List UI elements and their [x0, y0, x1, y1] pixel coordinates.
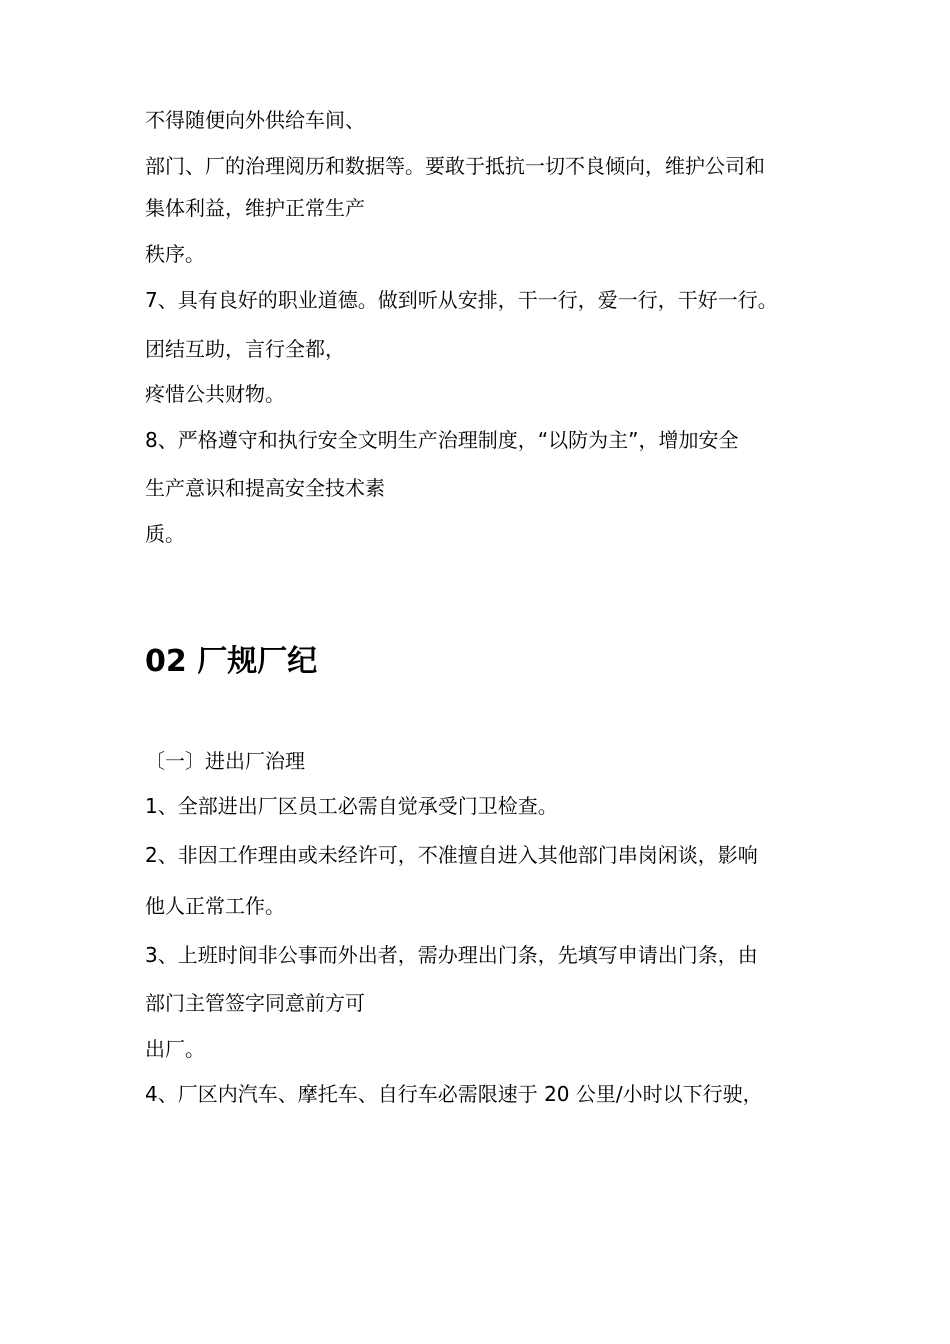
paragraph-line: 出厂。 [145, 1037, 205, 1061]
paragraph-line: 质。 [145, 522, 185, 546]
paragraph-line: 他人正常工作。 [145, 894, 285, 918]
paragraph-line: 团结互助，言行全都， [145, 337, 345, 361]
section-heading: 02 厂规厂纪 [145, 644, 318, 679]
paragraph-line: 生产意识和提高安全技术素 [145, 476, 385, 500]
paragraph-line: 1、全部进出厂区员工必需自觉承受门卫检查。 [145, 794, 558, 818]
paragraph-line: 疼惜公共财物。 [145, 382, 285, 406]
subsection-title: 〔一〕进出厂治理 [145, 749, 305, 773]
paragraph-line: 部门、厂的治理阅历和数据等。要敢于抵抗一切不良倾向，维护公司和 [145, 154, 765, 178]
paragraph-line: 4、厂区内汽车、摩托车、自行车必需限速于 20 公里/小时以下行驶， [145, 1082, 763, 1106]
paragraph-line: 8、严格遵守和执行安全文明生产治理制度，“以防为主”，增加安全 [145, 428, 739, 452]
paragraph-line: 2、非因工作理由或未经许可，不准擅自进入其他部门串岗闲谈，影响 [145, 843, 758, 867]
paragraph-line: 集体利益，维护正常生产 [145, 196, 365, 220]
paragraph-line: 秩序。 [145, 242, 205, 266]
paragraph-line: 部门主管签字同意前方可 [145, 991, 365, 1015]
paragraph-line: 3、上班时间非公事而外出者，需办理出门条，先填写申请出门条，由 [145, 943, 758, 967]
paragraph-line: 7、具有良好的职业道德。做到听从安排，干一行，爱一行，干好一行。 [145, 288, 778, 312]
paragraph-line: 不得随便向外供给车间、 [145, 108, 365, 132]
